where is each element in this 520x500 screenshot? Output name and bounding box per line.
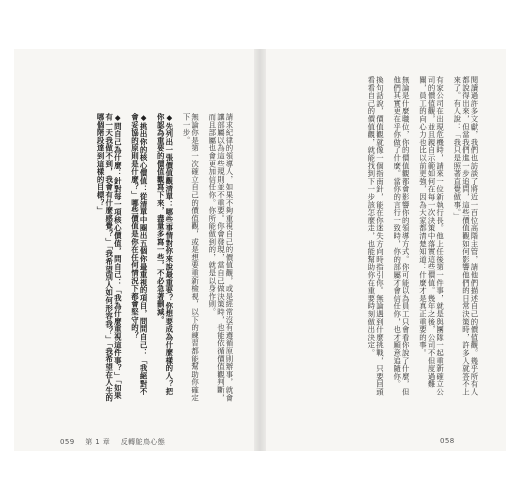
right-paragraph-4: 換句話說，價值觀就像一個指南針，能在你迷失方向時指引你。無論遇到什麼挑戰，只要回頭看看自己的價值觀，就能找到下一步該怎麼走，也能幫助你在重要時刻做出決定。	[366, 76, 385, 396]
left-section-3: ◆問自己為什麼：針對每一項核心價值，問自己：「我為什麼重視這件事？」「如果有一天我做不到，我會有什麼感覺？」「我希望別人如何形容我？」「我希望在人生的哪個階段達到這樣的目標？」	[96, 113, 123, 402]
right-footer	[440, 437, 455, 445]
left-paragraph-2: 無論你是第一次確立自己的價值觀，或是想要重新檢視，以下的練習都能幫助你確定下一步。	[182, 113, 200, 402]
right-page-body	[290, 76, 478, 403]
paragraph-break	[409, 76, 418, 403]
left-page-number: 059	[60, 438, 75, 446]
paragraph-break	[147, 113, 156, 403]
book-gutter	[254, 49, 266, 451]
chapter-label: 第 1 章	[85, 438, 111, 446]
right-paragraph-2: 有家公司在出現危機時，請來一位新執行長。他上任後第一件事，就是與團隊一起重新確立公司的價值觀，並且親自示範如何在每一次決策中落實這些價值。幾年之後，公司不但度過難關，員工的向心力也比以前更強，因為大家都清楚知道：什麼才是真正重要的事。	[418, 76, 445, 396]
left-section-1: ◆先列出一張價值觀清單：哪些事情對你來說最重要？你想要成為什麼樣的人？把你認為重要的價值觀寫下來，盡量多寫一些，不必急著刪減。	[156, 113, 174, 396]
left-paragraph-1: 請求紀律的領導人，如果不夠重視自己的價值觀，或是經常沒有遵循原則辦事，就會讓部屬以為這些規則並不重要。你會發現，當自己做決策時，也能依循價值觀判斷，而且部屬也會更加信任你。你所能做到的，就是以身作則。	[207, 113, 234, 402]
paragraph-break	[199, 113, 208, 403]
paragraph-break	[444, 76, 453, 403]
right-paragraph-3: 無論是什麼職位，你的價值觀都會影響你的領導方式。你可能以為員工只會看你說了什麼，但他們其實更在乎你做了什麼。當你的言行一致時，你的部屬才會信任你，也才願意追隨你。	[392, 76, 411, 396]
paragraph-break	[121, 113, 130, 403]
paragraph-break	[173, 113, 182, 403]
right-paragraph-1: 閱讀過許多文獻，我們也訪談了將近一百位高階主管，請他們描述自己的價值觀。幾乎所有人都說得出來，但當我們進一步追問，這些價值觀如何影響他們的日常決策時，許多人就答不上來了。有人說：「我只是照著直覺做事。」	[452, 76, 479, 396]
paragraph-break	[383, 76, 392, 403]
left-footer	[60, 437, 165, 447]
running-title: 反轉鴕鳥心態	[120, 438, 166, 446]
left-page-body	[61, 113, 233, 403]
left-section-2: ◆挑出你的核心價值：從清單中圈出五個你最重視的項目，問問自己：「我絕對不會妥協的原則是什麼？」哪些價值是你在任何情況下都會堅守的？	[130, 113, 149, 396]
right-page-number: 058	[440, 437, 455, 445]
